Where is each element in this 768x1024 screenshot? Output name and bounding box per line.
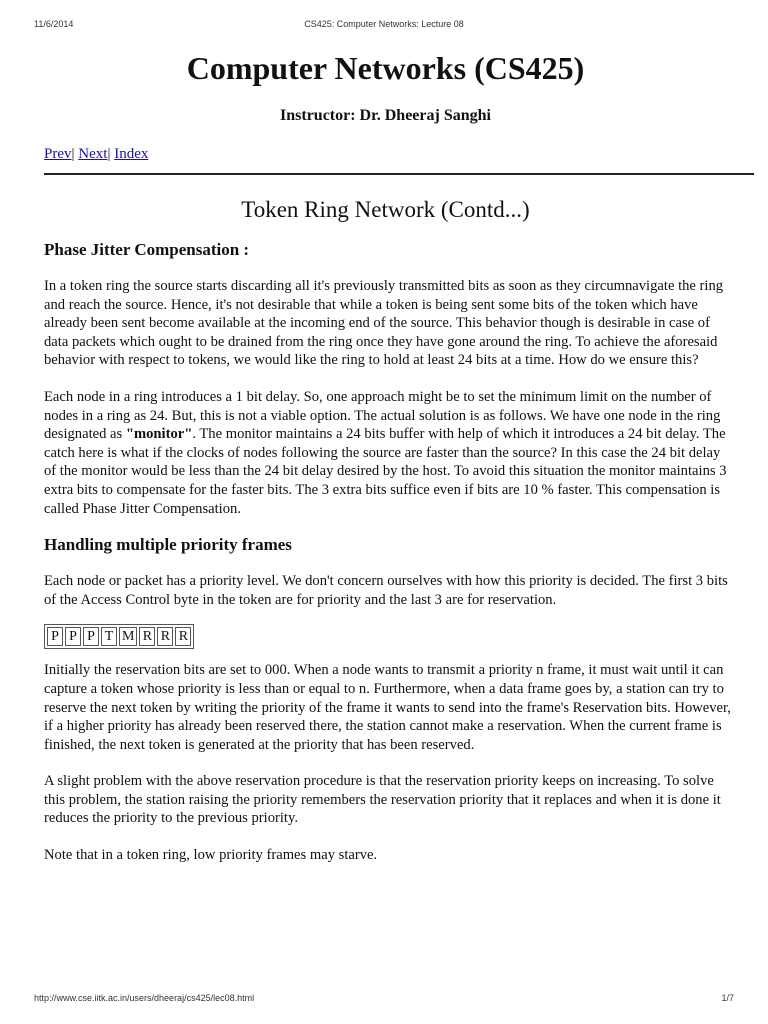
nav-separator: | (107, 146, 111, 162)
bit-cell: T (101, 627, 117, 646)
paragraph-text: . The monitor maintains a 24 bits buffer with help of which it introduces a 24 bit delay. The catch here is what if the clocks of nodes following the source are faster than the source? In this case the 24 bit delay of the monitor would be less than the 24 bit delay desired by the host. To avoid this situation the monitor maintains 3 extra bits to compensate for the faster bits. The 3 extra bits suffice even if bits are 10 % faster. This compensation is called Phase Jitter Compensation. (44, 426, 727, 517)
monitor-term: "monitor" (125, 426, 193, 443)
next-link[interactable]: Next (78, 146, 108, 162)
prev-link[interactable]: Prev (44, 146, 72, 162)
print-header (34, 19, 734, 31)
bit-cell: P (83, 627, 99, 646)
bit-cell: R (157, 627, 173, 646)
print-url: http://www.cse.iitk.ac.in/users/dheeraj/cs425/lec08.html (34, 993, 255, 1003)
section-title-phase-jitter: Phase Jitter Compensation : (44, 240, 250, 259)
nav-links (44, 144, 754, 164)
horizontal-rule (44, 173, 754, 175)
page-content (44, 44, 754, 865)
page-heading: Token Ring Network (Contd...) (241, 197, 530, 222)
print-footer (34, 993, 734, 1005)
instructor-line: Instructor: Dr. Dheeraj Sanghi (280, 107, 491, 124)
print-date: 11/6/2014 (34, 19, 74, 29)
bit-cell: R (175, 627, 191, 646)
paragraph: Initially the reservation bits are set to 000. When a node wants to transmit a priority n frame, it must wait until it can capture a token whose priority is less than or equal to n. Furthermore, when a data frame goes by, a station can try to reserve the next token by writing the priority of the frame it wants to send into the frame's Reservation bits. However, if a higher priority has already been reserved there, the station cannot make a reservation. When the current frame is finished, the next token is generated at the priority that has been reserved. (44, 662, 731, 753)
paragraph-text: Each node in a ring introduces a 1 bit delay. So, one approach might be to set the minimum limit on the number of nodes in a ring as 24. But, this is not a viable option. The actual solution is as follows. We have one node in the ring designated as (44, 388, 721, 443)
bit-cell: R (139, 627, 155, 646)
section-title-priority: Handling multiple priority frames (44, 535, 292, 555)
nav-separator: | (71, 146, 75, 162)
bit-cell: M (119, 627, 137, 646)
print-page-number: 1/7 (721, 993, 734, 1003)
site-title: Computer Networks (CS425) (186, 50, 585, 86)
access-control-byte-table (44, 624, 194, 649)
paragraph: In a token ring the source starts discarding all it's previously transmitted bits as soon as they circumnavigate the ring and reach the source. Hence, it's not desirable that while a token is being sent some bits of the token which have already been sent become available at the incoming end of the source. This behavior though is desirable in case of data packets which ought to be drained from the ring once they have gone around the ring. To achieve the aforesaid behavior with respect to tokens, we would like the ring to hold at least 24 bits at a time. How do we ensure this? (44, 278, 724, 369)
paragraph: A slight problem with the above reservation procedure is that the reservation priority keeps on increasing. To solve this problem, the station raising the priority remembers the reservation priority that it replaces and when it is done it reduces the priority to the previous priority. (44, 773, 721, 827)
paragraph: Note that in a token ring, low priority frames may starve. (44, 847, 378, 864)
paragraph (44, 388, 734, 518)
index-link[interactable]: Index (114, 146, 149, 162)
paragraph: Each node or packet has a priority level. We don't concern ourselves with how this priority is decided. The first 3 bits of the Access Control byte in the token are for priority and the last 3 are for reservation. (44, 573, 728, 608)
print-doc-title: CS425: Computer Networks: Lecture 08 (304, 19, 464, 29)
bit-cell: P (47, 627, 63, 646)
bit-cell: P (65, 627, 81, 646)
